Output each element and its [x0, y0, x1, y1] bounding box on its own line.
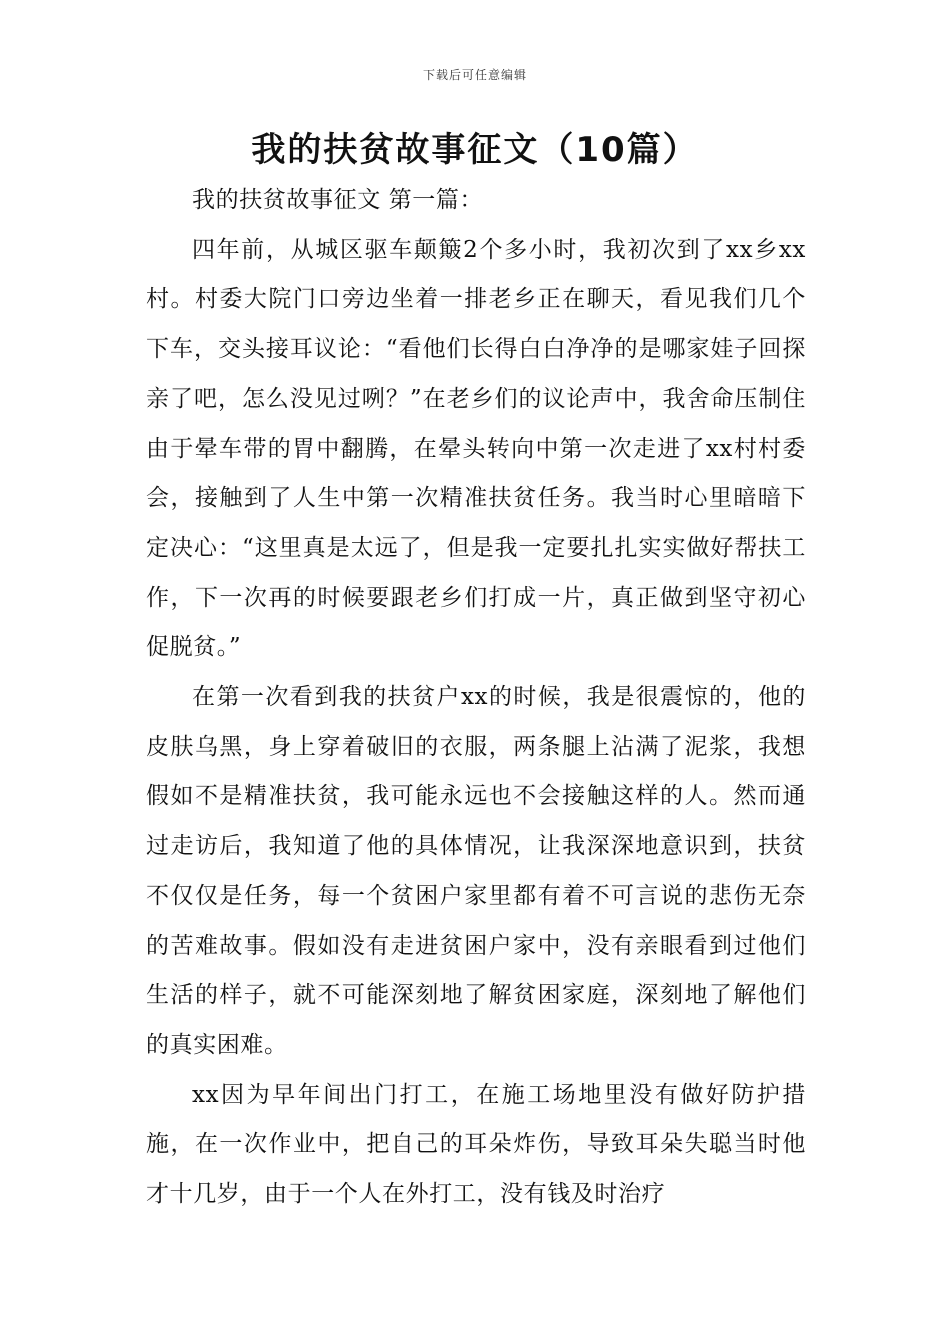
paragraph: xx因为早年间出门打工，在施工场地里没有做好防护措施，在一次作业中，把自己的耳朵炸伤，导致耳朵失聪当时他才十几岁，由于一个人在外打工，没有钱及时治疗	[146, 1081, 806, 1208]
paragraph: 四年前，从城区驱车颠簸2个多小时，我初次到了xx乡xx村。村委大院门口旁边坐着一排老乡正在聊天，看见我们几个下车，交头接耳议论：“看他们长得白白净净的是哪家娃子回探亲了吧，怎么没见过咧？”在老乡们的议论声中，我舍命压制住由于晕车带的胃中翻腾，在晕头转向中第一次走进了xx村村委会，接触到了人生中第一次精准扶贫任务。我当时心里暗暗下定决心：“这里真是太远了，但是我一定要扎扎实实做好帮扶工作，下一次再的时候要跟老乡们打成一片，真正做到坚守初心促脱贫。”	[146, 236, 806, 661]
document-title: 我的扶贫故事征文（10篇）	[251, 130, 699, 170]
header-note: 下载后可任意编辑	[422, 68, 527, 82]
section-heading: 我的扶贫故事征文 第一篇：	[192, 187, 484, 213]
document-body	[146, 176, 806, 1220]
paragraph: 在第一次看到我的扶贫户xx的时候，我是很震惊的，他的皮肤乌黑，身上穿着破旧的衣服，两条腿上沾满了泥浆，我想假如不是精准扶贫，我可能永远也不会接触这样的人。然而通过走访后，我知道了他的具体情况，让我深深地意识到，扶贫不仅仅是任务，每一个贫困户家里都有着不可言说的悲伤无奈的苦难故事。假如没有走进贫困户家中，没有亲眼看到过他们生活的样子，就不可能深刻地了解贫困家庭，深刻地了解他们的真实困难。	[146, 684, 806, 1058]
